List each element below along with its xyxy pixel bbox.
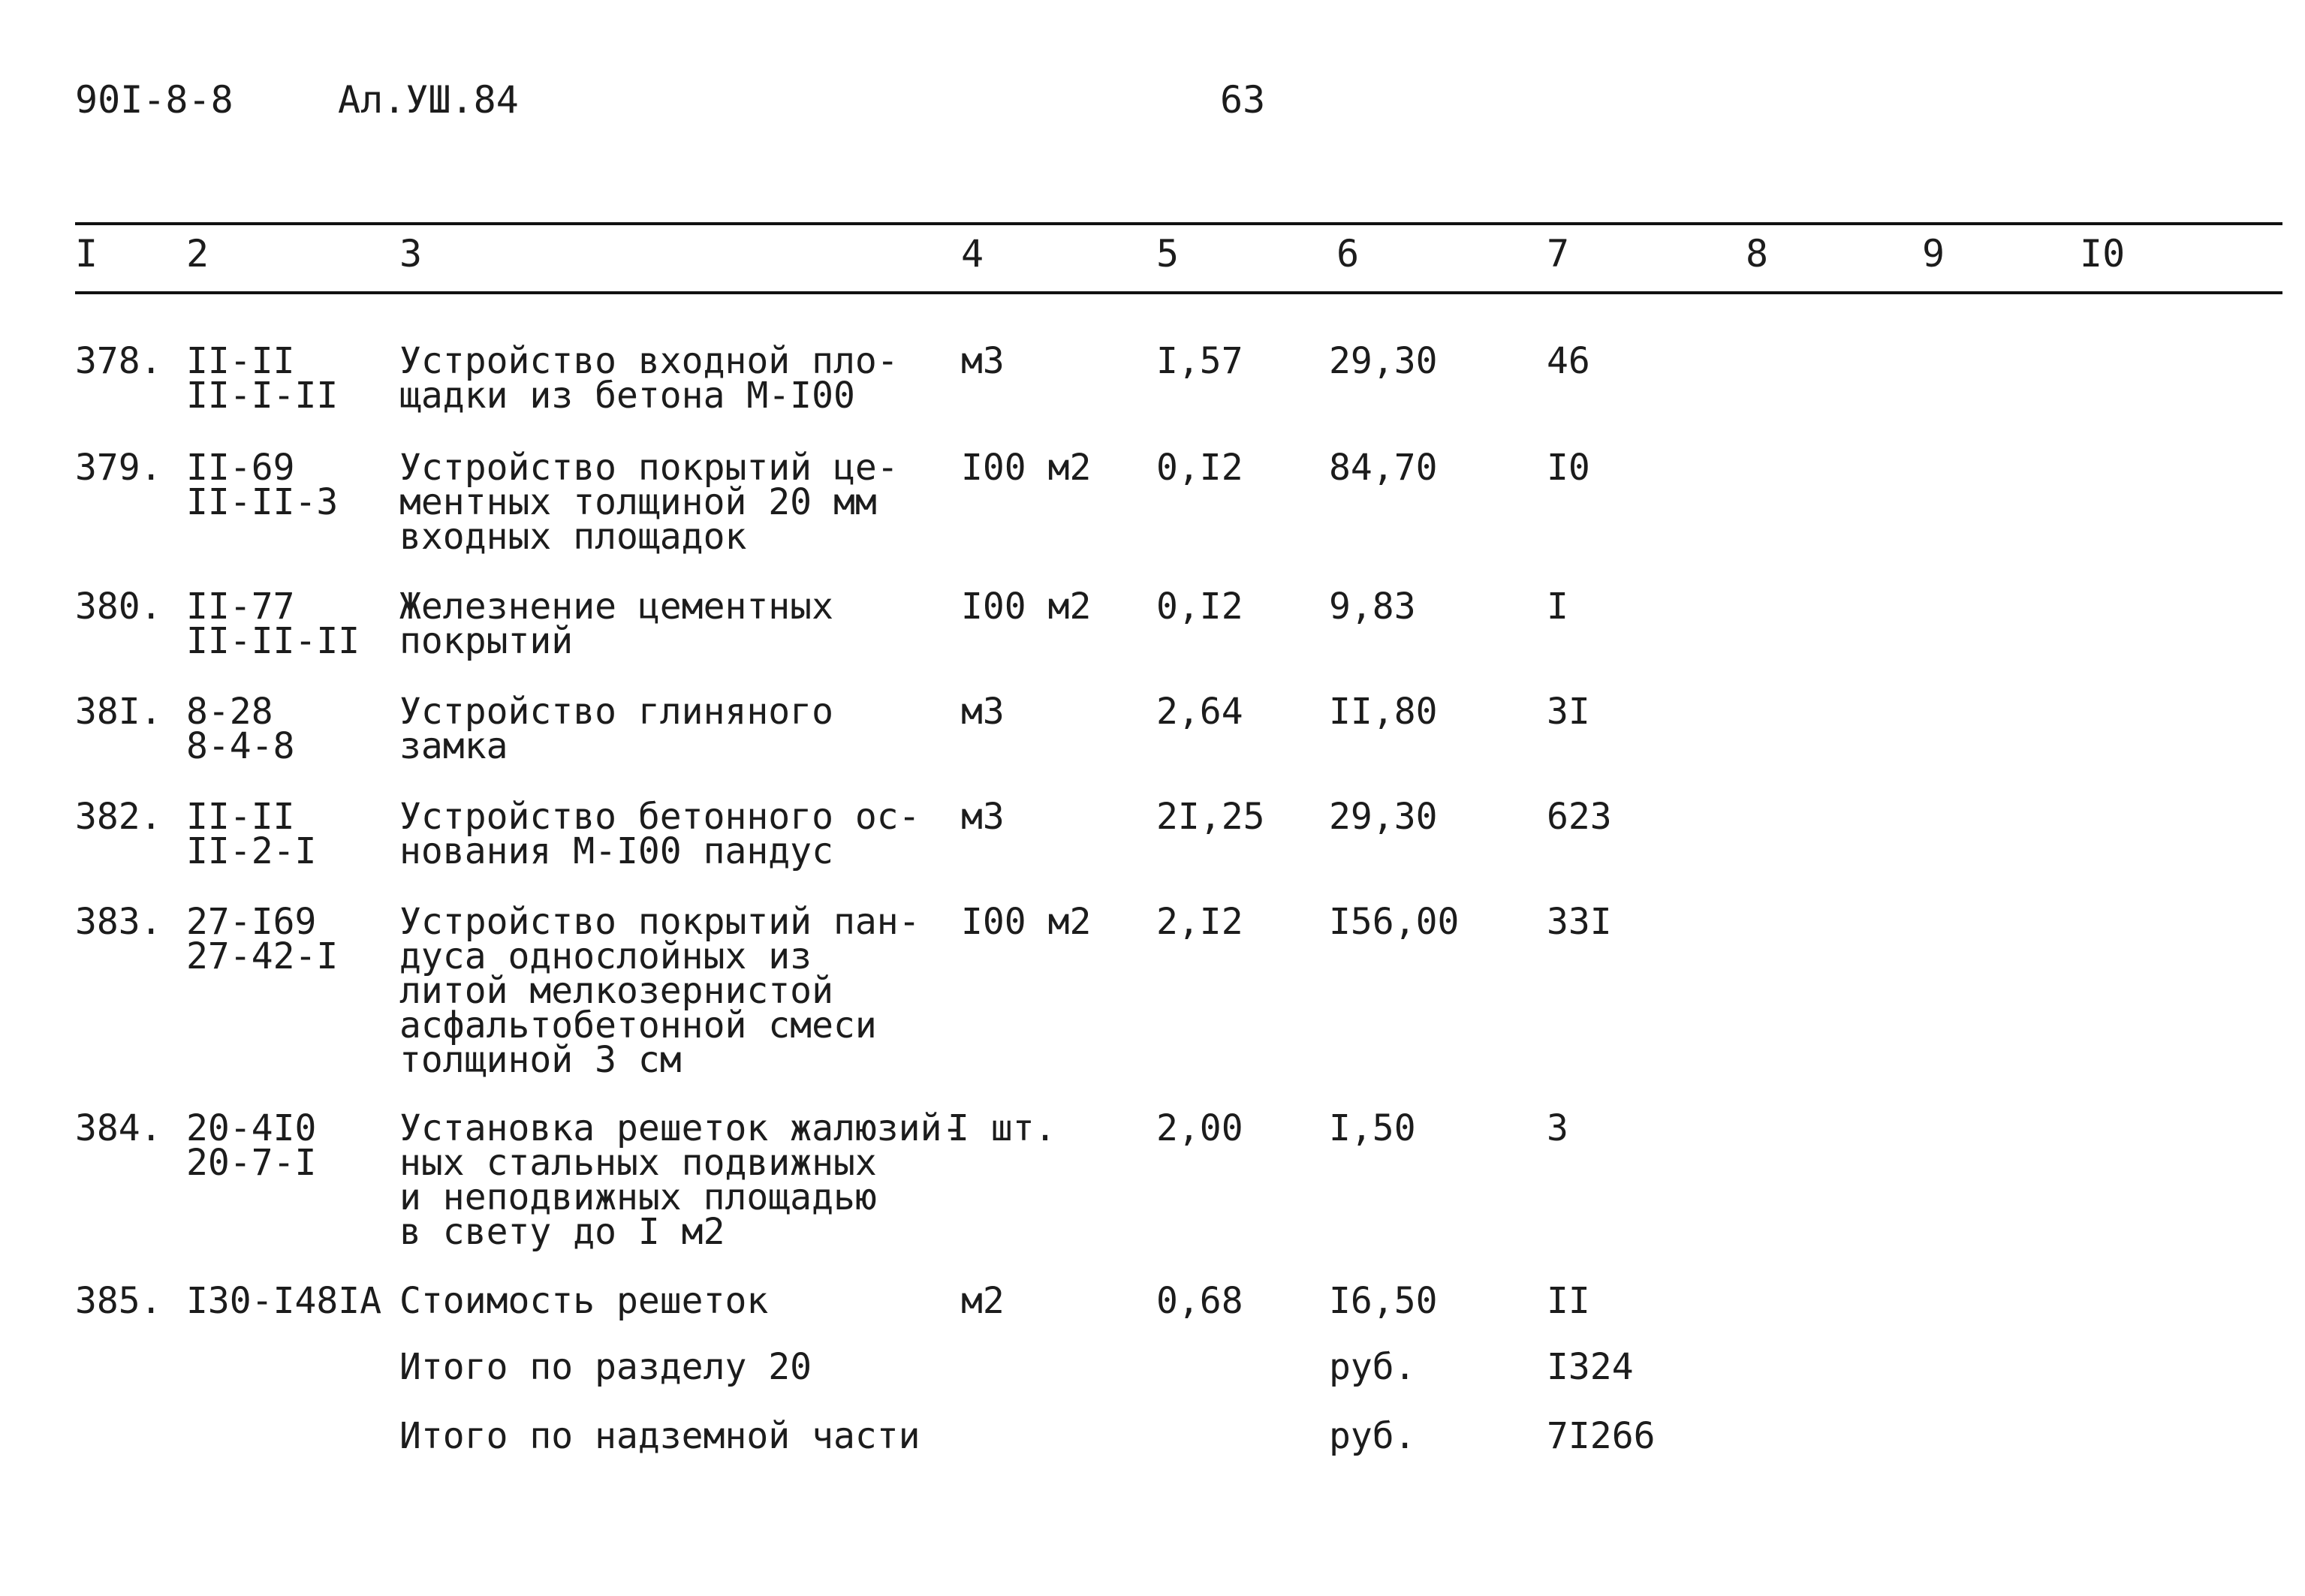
work-description: Устройство глиняного замка [399,691,833,767]
work-description: Установка решеток жалюзий- ных стальных подвижных и неподвижных площадью в свету до I м2 [399,1107,964,1253]
row-number: 385. [75,1280,162,1322]
rate-code: II-II II-I-II [186,340,339,417]
work-description: Устройство бетонного ос- нования М-I00 пандус [399,796,920,872]
unit: м3 [961,796,1005,838]
row-number: 379. [75,447,162,489]
unit-price: I6,50 [1329,1280,1438,1322]
table-top-rule [75,222,2282,225]
column-header-6: 6 [1336,232,1360,276]
row-number: 384. [75,1107,162,1149]
row-number: 382. [75,796,162,838]
column-header-3: 3 [399,232,423,276]
unit: I00 м2 [961,586,1092,628]
unit-price: 29,30 [1329,340,1438,382]
column-header-2: 2 [186,232,209,276]
total-label: Итого по надземной части [399,1415,920,1457]
quantity: 2,64 [1156,691,1243,733]
column-header-4: 4 [961,232,984,276]
total-unit: руб. [1329,1415,1416,1457]
rate-code: 27-I69 27-42-I [186,901,339,977]
row-number: 38I. [75,691,162,733]
rate-code: II-77 II-II-II [186,586,360,662]
rate-code: II-69 II-II-3 [186,447,339,523]
table-header-bottom-rule [75,291,2282,294]
total-value: I324 [1547,1346,1634,1388]
column-header-1: I [75,232,98,276]
rate-code: I30-I48IA [186,1280,382,1322]
unit-price: I,50 [1329,1107,1416,1149]
quantity: 2,I2 [1156,901,1243,943]
rate-code: II-II II-2-I [186,796,317,872]
unit: I00 м2 [961,447,1092,489]
quantity: 2,00 [1156,1107,1243,1149]
row-number: 380. [75,586,162,628]
total-unit: руб. [1329,1346,1416,1388]
work-description: Железнение цементных покрытий [399,586,833,662]
unit: м2 [961,1280,1005,1322]
total-cost: 33I [1547,901,1612,943]
total-cost: 623 [1547,796,1612,838]
rate-code: 20-4I0 20-7-I [186,1107,317,1184]
total-value: 7I266 [1547,1415,1656,1457]
column-header-8: 8 [1746,232,1769,276]
total-cost: II [1547,1280,1590,1322]
unit-price: 9,83 [1329,586,1416,628]
total-cost: 3 [1547,1107,1568,1149]
work-description: Стоимость решеток [399,1280,769,1322]
page-number: 63 [1220,78,1266,122]
row-number: 378. [75,340,162,382]
total-cost: 46 [1547,340,1590,382]
total-cost: I0 [1547,447,1590,489]
unit: I00 м2 [961,901,1092,943]
unit: I шт. [948,1107,1056,1149]
quantity: 0,I2 [1156,586,1243,628]
unit: м3 [961,691,1005,733]
column-header-10: I0 [2080,232,2126,276]
column-header-7: 7 [1547,232,1570,276]
row-number: 383. [75,901,162,943]
column-header-9: 9 [1922,232,1945,276]
unit: м3 [961,340,1005,382]
document-code: 90I-8-8 [75,78,234,122]
work-description: Устройство входной пло- щадки из бетона М-I00 [399,340,899,417]
quantity: 0,I2 [1156,447,1243,489]
quantity: 2I,25 [1156,796,1265,838]
work-description: Устройство покрытий пан- дуса однослойных из литой мелкозернистой асфальтобетонной смеси толщиной 3 см [399,901,920,1081]
total-cost: 3I [1547,691,1590,733]
unit-price: I56,00 [1329,901,1460,943]
unit-price: II,80 [1329,691,1438,733]
work-description: Устройство покрытий це- ментных толщиной 20 мм входных площадок [399,447,899,558]
quantity: I,57 [1156,340,1243,382]
column-header-5: 5 [1156,232,1180,276]
total-label: Итого по разделу 20 [399,1346,812,1388]
unit-price: 29,30 [1329,796,1438,838]
unit-price: 84,70 [1329,447,1438,489]
total-cost: I [1547,586,1568,628]
rate-code: 8-28 8-4-8 [186,691,295,767]
quantity: 0,68 [1156,1280,1243,1322]
album-number: Ал.УШ.84 [338,78,519,122]
